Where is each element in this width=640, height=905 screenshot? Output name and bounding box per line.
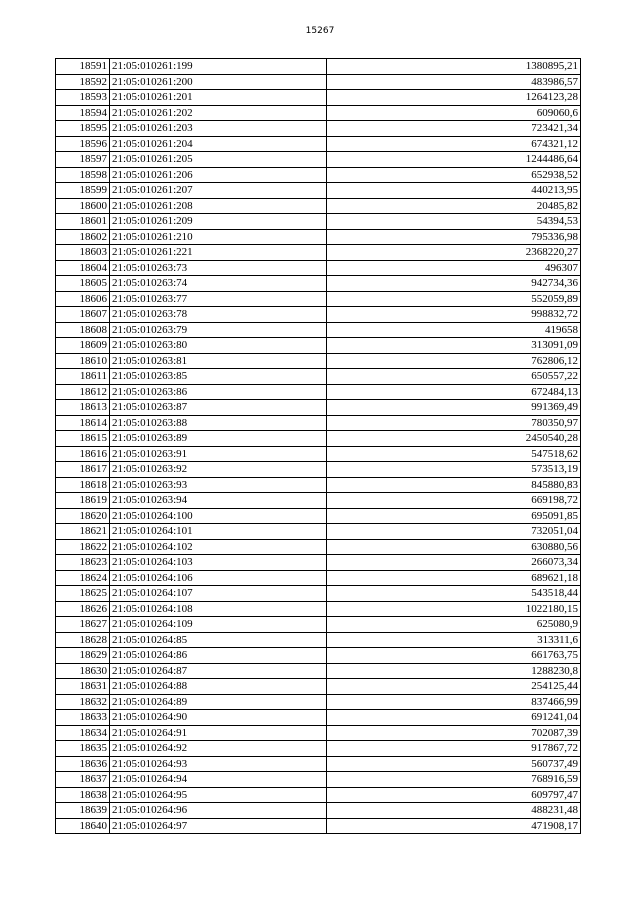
cadastral-number-cell: 21:05:010264:93 [110, 756, 327, 772]
value-cell: 652938,52 [327, 167, 581, 183]
value-cell: 54394,53 [327, 214, 581, 230]
row-number-cell: 18608 [56, 322, 110, 338]
cadastral-number-cell: 21:05:010263:93 [110, 477, 327, 493]
table-row [56, 601, 581, 617]
row-number-cell: 18621 [56, 524, 110, 540]
table-row [56, 198, 581, 214]
table-row [56, 74, 581, 90]
row-number-cell: 18620 [56, 508, 110, 524]
cadastral-number-cell: 21:05:010261:202 [110, 105, 327, 121]
row-number-cell: 18593 [56, 90, 110, 106]
row-number-cell: 18632 [56, 694, 110, 710]
row-number-cell: 18592 [56, 74, 110, 90]
table-row [56, 710, 581, 726]
value-cell: 2368220,27 [327, 245, 581, 261]
value-cell: 762806,12 [327, 353, 581, 369]
table-row [56, 570, 581, 586]
value-cell: 313311,6 [327, 632, 581, 648]
value-cell: 543518,44 [327, 586, 581, 602]
table-row [56, 803, 581, 819]
value-cell: 768916,59 [327, 772, 581, 788]
table-row [56, 415, 581, 431]
row-number-cell: 18613 [56, 400, 110, 416]
row-number-cell: 18625 [56, 586, 110, 602]
value-cell: 609060,6 [327, 105, 581, 121]
table-row [56, 741, 581, 757]
cadastral-number-cell: 21:05:010261:199 [110, 59, 327, 75]
table-row [56, 772, 581, 788]
table-row [56, 59, 581, 75]
cadastral-number-cell: 21:05:010261:205 [110, 152, 327, 168]
cadastral-number-cell: 21:05:010264:103 [110, 555, 327, 571]
row-number-cell: 18595 [56, 121, 110, 137]
value-cell: 998832,72 [327, 307, 581, 323]
table-row [56, 338, 581, 354]
table-row [56, 679, 581, 695]
table-row [56, 167, 581, 183]
value-cell: 440213,95 [327, 183, 581, 199]
table-row [56, 260, 581, 276]
cadastral-number-cell: 21:05:010264:90 [110, 710, 327, 726]
table-row [56, 105, 581, 121]
value-cell: 313091,09 [327, 338, 581, 354]
table-row [56, 307, 581, 323]
row-number-cell: 18612 [56, 384, 110, 400]
row-number-cell: 18631 [56, 679, 110, 695]
table-row [56, 152, 581, 168]
value-cell: 1264123,28 [327, 90, 581, 106]
value-cell: 419658 [327, 322, 581, 338]
value-cell: 609797,47 [327, 787, 581, 803]
value-cell: 254125,44 [327, 679, 581, 695]
value-cell: 845880,83 [327, 477, 581, 493]
value-cell: 661763,75 [327, 648, 581, 664]
row-number-cell: 18640 [56, 818, 110, 834]
value-cell: 695091,85 [327, 508, 581, 524]
cadastral-number-cell: 21:05:010263:73 [110, 260, 327, 276]
row-number-cell: 18598 [56, 167, 110, 183]
registry-table-body [56, 59, 581, 834]
table-row [56, 384, 581, 400]
row-number-cell: 18633 [56, 710, 110, 726]
value-cell: 496307 [327, 260, 581, 276]
cadastral-number-cell: 21:05:010263:81 [110, 353, 327, 369]
value-cell: 917867,72 [327, 741, 581, 757]
cadastral-number-cell: 21:05:010264:88 [110, 679, 327, 695]
cadastral-number-cell: 21:05:010264:97 [110, 818, 327, 834]
value-cell: 1244486,64 [327, 152, 581, 168]
cadastral-number-cell: 21:05:010264:102 [110, 539, 327, 555]
registry-table [55, 58, 581, 834]
cadastral-number-cell: 21:05:010263:74 [110, 276, 327, 292]
row-number-cell: 18615 [56, 431, 110, 447]
cadastral-number-cell: 21:05:010264:92 [110, 741, 327, 757]
table-row [56, 694, 581, 710]
value-cell: 702087,39 [327, 725, 581, 741]
row-number-cell: 18619 [56, 493, 110, 509]
cadastral-number-cell: 21:05:010264:95 [110, 787, 327, 803]
value-cell: 837466,99 [327, 694, 581, 710]
table-row [56, 508, 581, 524]
value-cell: 560737,49 [327, 756, 581, 772]
value-cell: 691241,04 [327, 710, 581, 726]
row-number-cell: 18601 [56, 214, 110, 230]
row-number-cell: 18616 [56, 446, 110, 462]
cadastral-number-cell: 21:05:010263:94 [110, 493, 327, 509]
cadastral-number-cell: 21:05:010263:89 [110, 431, 327, 447]
table-row [56, 276, 581, 292]
row-number-cell: 18602 [56, 229, 110, 245]
value-cell: 1380895,21 [327, 59, 581, 75]
table-row [56, 183, 581, 199]
cadastral-number-cell: 21:05:010263:77 [110, 291, 327, 307]
cadastral-number-cell: 21:05:010264:86 [110, 648, 327, 664]
value-cell: 625080,9 [327, 617, 581, 633]
cadastral-number-cell: 21:05:010264:94 [110, 772, 327, 788]
value-cell: 795336,98 [327, 229, 581, 245]
table-row [56, 121, 581, 137]
table-row [56, 663, 581, 679]
row-number-cell: 18594 [56, 105, 110, 121]
row-number-cell: 18637 [56, 772, 110, 788]
value-cell: 991369,49 [327, 400, 581, 416]
table-row [56, 524, 581, 540]
table-row [56, 353, 581, 369]
cadastral-number-cell: 21:05:010263:80 [110, 338, 327, 354]
table-row [56, 446, 581, 462]
cadastral-number-cell: 21:05:010261:206 [110, 167, 327, 183]
row-number-cell: 18626 [56, 601, 110, 617]
row-number-cell: 18614 [56, 415, 110, 431]
table-row [56, 229, 581, 245]
row-number-cell: 18635 [56, 741, 110, 757]
value-cell: 672484,13 [327, 384, 581, 400]
value-cell: 780350,97 [327, 415, 581, 431]
value-cell: 1022180,15 [327, 601, 581, 617]
cadastral-number-cell: 21:05:010261:221 [110, 245, 327, 261]
row-number-cell: 18623 [56, 555, 110, 571]
cadastral-number-cell: 21:05:010263:91 [110, 446, 327, 462]
table-row [56, 617, 581, 633]
table-row [56, 632, 581, 648]
cadastral-number-cell: 21:05:010261:203 [110, 121, 327, 137]
table-row [56, 493, 581, 509]
row-number-cell: 18622 [56, 539, 110, 555]
cadastral-number-cell: 21:05:010263:78 [110, 307, 327, 323]
table-row [56, 539, 581, 555]
row-number-cell: 18599 [56, 183, 110, 199]
value-cell: 723421,34 [327, 121, 581, 137]
table-row [56, 136, 581, 152]
cadastral-number-cell: 21:05:010263:86 [110, 384, 327, 400]
row-number-cell: 18628 [56, 632, 110, 648]
cadastral-number-cell: 21:05:010263:79 [110, 322, 327, 338]
table-row [56, 756, 581, 772]
row-number-cell: 18618 [56, 477, 110, 493]
value-cell: 266073,34 [327, 555, 581, 571]
table-row [56, 725, 581, 741]
table-row [56, 462, 581, 478]
row-number-cell: 18638 [56, 787, 110, 803]
table-row [56, 291, 581, 307]
table-row [56, 369, 581, 385]
cadastral-number-cell: 21:05:010264:107 [110, 586, 327, 602]
cadastral-number-cell: 21:05:010264:89 [110, 694, 327, 710]
cadastral-number-cell: 21:05:010261:201 [110, 90, 327, 106]
table-row [56, 245, 581, 261]
row-number-cell: 18597 [56, 152, 110, 168]
row-number-cell: 18600 [56, 198, 110, 214]
row-number-cell: 18603 [56, 245, 110, 261]
value-cell: 942734,36 [327, 276, 581, 292]
cadastral-number-cell: 21:05:010261:207 [110, 183, 327, 199]
cadastral-number-cell: 21:05:010264:101 [110, 524, 327, 540]
value-cell: 689621,18 [327, 570, 581, 586]
cadastral-number-cell: 21:05:010264:109 [110, 617, 327, 633]
value-cell: 483986,57 [327, 74, 581, 90]
table-row [56, 400, 581, 416]
row-number-cell: 18611 [56, 369, 110, 385]
table-row [56, 818, 581, 834]
value-cell: 674321,12 [327, 136, 581, 152]
row-number-cell: 18639 [56, 803, 110, 819]
cadastral-number-cell: 21:05:010264:87 [110, 663, 327, 679]
cadastral-number-cell: 21:05:010264:96 [110, 803, 327, 819]
page-number: 15267 [305, 26, 335, 36]
cadastral-number-cell: 21:05:010264:91 [110, 725, 327, 741]
table-row [56, 431, 581, 447]
value-cell: 2450540,28 [327, 431, 581, 447]
row-number-cell: 18630 [56, 663, 110, 679]
value-cell: 547518,62 [327, 446, 581, 462]
row-number-cell: 18629 [56, 648, 110, 664]
value-cell: 630880,56 [327, 539, 581, 555]
row-number-cell: 18634 [56, 725, 110, 741]
cadastral-number-cell: 21:05:010261:209 [110, 214, 327, 230]
row-number-cell: 18624 [56, 570, 110, 586]
table-row [56, 648, 581, 664]
row-number-cell: 18604 [56, 260, 110, 276]
cadastral-number-cell: 21:05:010261:208 [110, 198, 327, 214]
value-cell: 573513,19 [327, 462, 581, 478]
value-cell: 488231,48 [327, 803, 581, 819]
row-number-cell: 18606 [56, 291, 110, 307]
value-cell: 1288230,8 [327, 663, 581, 679]
value-cell: 669198,72 [327, 493, 581, 509]
row-number-cell: 18607 [56, 307, 110, 323]
cadastral-number-cell: 21:05:010264:85 [110, 632, 327, 648]
table-row [56, 214, 581, 230]
row-number-cell: 18591 [56, 59, 110, 75]
row-number-cell: 18596 [56, 136, 110, 152]
row-number-cell: 18605 [56, 276, 110, 292]
cadastral-number-cell: 21:05:010263:88 [110, 415, 327, 431]
table-row [56, 586, 581, 602]
value-cell: 732051,04 [327, 524, 581, 540]
cadastral-number-cell: 21:05:010263:85 [110, 369, 327, 385]
table-row [56, 787, 581, 803]
table-row [56, 477, 581, 493]
row-number-cell: 18609 [56, 338, 110, 354]
value-cell: 650557,22 [327, 369, 581, 385]
row-number-cell: 18617 [56, 462, 110, 478]
cadastral-number-cell: 21:05:010261:200 [110, 74, 327, 90]
cadastral-number-cell: 21:05:010263:92 [110, 462, 327, 478]
value-cell: 552059,89 [327, 291, 581, 307]
value-cell: 471908,17 [327, 818, 581, 834]
cadastral-number-cell: 21:05:010263:87 [110, 400, 327, 416]
cadastral-number-cell: 21:05:010264:106 [110, 570, 327, 586]
row-number-cell: 18610 [56, 353, 110, 369]
value-cell: 20485,82 [327, 198, 581, 214]
cadastral-number-cell: 21:05:010261:210 [110, 229, 327, 245]
table-row [56, 90, 581, 106]
table-row [56, 322, 581, 338]
row-number-cell: 18636 [56, 756, 110, 772]
row-number-cell: 18627 [56, 617, 110, 633]
cadastral-number-cell: 21:05:010264:108 [110, 601, 327, 617]
table-row [56, 555, 581, 571]
cadastral-number-cell: 21:05:010261:204 [110, 136, 327, 152]
cadastral-number-cell: 21:05:010264:100 [110, 508, 327, 524]
